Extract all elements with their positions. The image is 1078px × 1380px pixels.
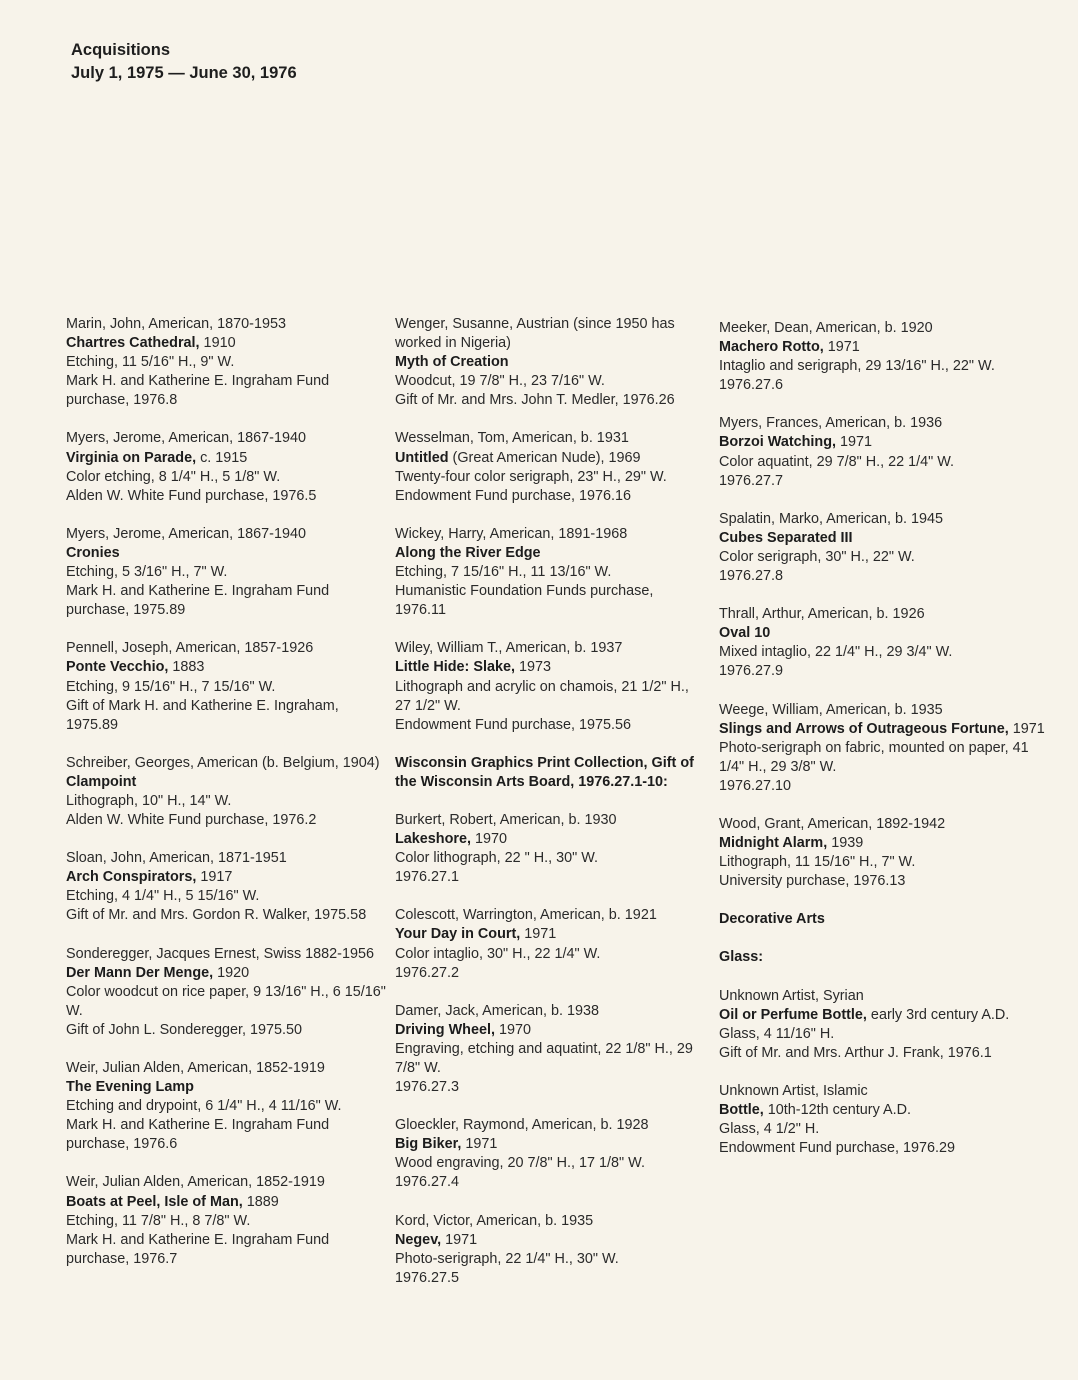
entry-detail: Color serigraph, 30" H., 22" W.	[719, 548, 915, 565]
catalog-entry	[395, 1212, 705, 1288]
entry-artist: Thrall, Arthur, American, b. 1926	[719, 606, 925, 623]
entry-date: 1889	[242, 1193, 279, 1210]
entry-detail: 1976.27.4	[395, 1174, 460, 1191]
entry-detail: Alden W. White Fund purchase, 1976.2	[66, 812, 317, 829]
entry-title: Cubes Separated III	[719, 529, 853, 546]
entry-title: Driving Wheel,	[395, 1021, 495, 1038]
entry-artist: Wiley, William T., American, b. 1937	[395, 640, 623, 657]
catalog-entry	[66, 525, 386, 620]
entry-title-line	[395, 449, 705, 468]
catalog-entry	[66, 1173, 386, 1268]
entry-detail: Humanistic Foundation Funds purchase, 1976.11	[395, 583, 654, 619]
entry-title-line	[719, 1101, 1049, 1120]
entry-detail: 1976.27.5	[395, 1269, 460, 1286]
entry-artist: Wesselman, Tom, American, b. 1931	[395, 430, 629, 447]
entry-title-line	[719, 338, 1049, 357]
entry-artist: Sloan, John, American, 1871-1951	[66, 850, 287, 867]
entry-detail: Etching, 11 5/16" H., 9" W.	[66, 354, 235, 371]
entry-detail: Alden W. White Fund purchase, 1976.5	[66, 487, 317, 504]
catalog-entry	[719, 815, 1049, 891]
entry-title: Midnight Alarm,	[719, 835, 828, 852]
entry-title-line	[395, 658, 705, 677]
entry-detail: Mark H. and Katherine E. Ingraham Fund purchase, 1976.7	[66, 1231, 330, 1267]
entry-date: 1971	[835, 434, 872, 451]
entry-title-line	[66, 334, 386, 353]
catalog-entry	[719, 701, 1049, 796]
entry-artist: Myers, Jerome, American, 1867-1940	[66, 430, 306, 447]
page-title: Acquisitions	[71, 41, 171, 59]
entry-artist: Spalatin, Marko, American, b. 1945	[719, 510, 943, 527]
entry-artist: Myers, Frances, American, b. 1936	[719, 415, 943, 432]
catalog-entry	[66, 945, 386, 1040]
catalog-entry	[395, 639, 705, 734]
entry-date: 1971	[1008, 720, 1045, 737]
entry-title-line	[66, 449, 386, 468]
entry-artist: Burkert, Robert, American, b. 1930	[395, 811, 617, 828]
entry-detail: University purchase, 1976.13	[719, 873, 906, 890]
entry-detail: Lithograph, 10" H., 14" W.	[66, 792, 232, 809]
entry-artist: Pennell, Joseph, American, 1857-1926	[66, 640, 314, 657]
entry-title-line	[66, 1078, 386, 1097]
entry-detail: Woodcut, 19 7/8" H., 23 7/16" W.	[395, 373, 605, 390]
entry-title: Arch Conspirators,	[66, 869, 197, 886]
entry-detail: Glass, 4 1/2" H.	[719, 1121, 820, 1138]
entry-artist: Myers, Jerome, American, 1867-1940	[66, 525, 306, 542]
entry-date: 1970	[471, 831, 508, 848]
catalog-entry	[66, 1059, 386, 1154]
catalog-entry	[719, 987, 1049, 1063]
catalog-entry	[719, 319, 1049, 395]
entry-artist: Marin, John, American, 1870-1953	[66, 316, 286, 332]
entry-title: Myth of Creation	[395, 354, 509, 371]
entry-detail: Lithograph, 11 15/16" H., 7" W.	[719, 854, 916, 871]
entry-detail: Etching and drypoint, 6 1/4" H., 4 11/16" W.	[66, 1098, 342, 1115]
entry-artist: Weir, Julian Alden, American, 1852-1919	[66, 1174, 325, 1191]
entry-title: Oil or Perfume Bottle,	[719, 1006, 867, 1023]
entry-title-line	[719, 834, 1049, 853]
entry-date: 1971	[441, 1231, 478, 1248]
entry-detail: Mark H. and Katherine E. Ingraham Fund purchase, 1976.6	[66, 1117, 330, 1153]
entry-artist: Wenger, Susanne, Austrian (since 1950 has worked in Nigeria)	[395, 316, 675, 352]
entry-date: 1971	[823, 339, 860, 356]
entry-date: 1939	[827, 835, 864, 852]
catalog-entry	[395, 1116, 705, 1192]
entry-detail: Etching, 11 7/8" H., 8 7/8" W.	[66, 1212, 251, 1229]
entry-title: Your Day in Court,	[395, 926, 521, 943]
entries	[395, 811, 705, 1288]
entry-detail: 1976.27.8	[719, 568, 784, 585]
entry-detail: 1976.27.3	[395, 1079, 460, 1096]
entry-date: (Great American Nude), 1969	[448, 449, 641, 466]
entry-artist: Weir, Julian Alden, American, 1852-1919	[66, 1060, 325, 1076]
catalog-entry	[66, 754, 386, 830]
entry-title-line	[395, 353, 705, 372]
catalog-entry	[719, 414, 1049, 490]
entry-detail: 1976.27.1	[395, 869, 460, 886]
entry-title-line	[395, 1231, 705, 1250]
entry-date: c. 1915	[196, 449, 248, 466]
entry-detail: 1976.27.7	[719, 472, 784, 489]
entry-title: Clampoint	[66, 773, 137, 790]
catalog-entry	[719, 510, 1049, 586]
entry-title: Along the River Edge	[395, 544, 541, 561]
entry-date: 1970	[494, 1021, 531, 1038]
entry-detail: Gift of Mr. and Mrs. John T. Medler, 1976.26	[395, 392, 675, 409]
catalog-entry	[66, 849, 386, 925]
entry-date: 1910	[199, 335, 236, 352]
entry-artist: Sonderegger, Jacques Ernest, Swiss 1882-1956	[66, 945, 374, 962]
entry-title-line	[66, 868, 386, 887]
entry-title-line	[395, 830, 705, 849]
entry-title-line	[66, 544, 386, 563]
entry-detail: Photo-serigraph, 22 1/4" H., 30" W.	[395, 1250, 619, 1267]
entry-artist: Colescott, Warrington, American, b. 1921	[395, 907, 657, 924]
entry-detail: Color lithograph, 22 " H., 30" W.	[395, 850, 598, 867]
entry-detail: Color intaglio, 30" H., 22 1/4" W.	[395, 945, 601, 962]
entry-detail: Lithograph and acrylic on chamois, 21 1/2" H., 27 1/2" W.	[395, 678, 689, 714]
entry-detail: Endowment Fund purchase, 1976.29	[719, 1140, 956, 1157]
entry-detail: Twenty-four color serigraph, 23" H., 29" W.	[395, 468, 667, 485]
entry-title-line	[66, 964, 386, 983]
entry-title-line	[66, 1193, 386, 1212]
entry-title: Borzoi Watching,	[719, 434, 836, 451]
entry-title: Untitled	[395, 449, 449, 466]
entry-artist: Wickey, Harry, American, 1891-1968	[395, 525, 628, 542]
entry-artist: Unknown Artist, Syrian	[719, 987, 864, 1004]
entry-title-line	[66, 658, 386, 677]
entry-detail: 1976.27.6	[719, 377, 784, 394]
entry-detail: Wood engraving, 20 7/8" H., 17 1/8" W.	[395, 1155, 645, 1172]
entry-detail: Mark H. and Katherine E. Ingraham Fund purchase, 1976.8	[66, 373, 330, 409]
page-date-range: July 1, 1975 — June 30, 1976	[71, 63, 297, 82]
catalog-entry	[395, 315, 705, 410]
entry-detail: Etching, 7 15/16" H., 11 13/16" W.	[395, 564, 612, 581]
entries	[719, 987, 1049, 1159]
entry-detail: Gift of Mr. and Mrs. Gordon R. Walker, 1975.58	[66, 907, 367, 924]
entry-detail: Etching, 4 1/4" H., 5 15/16" W.	[66, 888, 260, 905]
entry-detail: Intaglio and serigraph, 29 13/16" H., 22" W.	[719, 358, 995, 375]
catalog-entry	[719, 605, 1049, 681]
entry-title: Bottle,	[719, 1102, 764, 1118]
entry-title: Boats at Peel, Isle of Man,	[66, 1193, 243, 1210]
entry-artist: Meeker, Dean, American, b. 1920	[719, 320, 933, 336]
catalog-entry	[719, 1082, 1049, 1158]
entry-detail: Color etching, 8 1/4" H., 5 1/8" W.	[66, 468, 281, 485]
entry-detail: Endowment Fund purchase, 1975.56	[395, 716, 632, 733]
catalog-entry	[395, 1002, 705, 1097]
entry-date: early 3rd century A.D.	[866, 1006, 1010, 1023]
entry-title: Machero Rotto,	[719, 339, 824, 356]
entry-title-line	[719, 1006, 1049, 1025]
entry-title: Chartres Cathedral,	[66, 335, 200, 352]
entry-detail: Etching, 9 15/16" H., 7 15/16" W.	[66, 678, 276, 695]
entry-date: 10th-12th century A.D.	[763, 1102, 911, 1118]
entry-artist: Schreiber, Georges, American (b. Belgium, 1904)	[66, 754, 380, 771]
catalog-entry	[395, 906, 705, 982]
entry-title: The Evening Lamp	[66, 1079, 194, 1096]
entry-detail: Photo-serigraph on fabric, mounted on paper, 41 1/4" H., 29 3/8" W.	[719, 739, 1029, 775]
entry-artist: Gloeckler, Raymond, American, b. 1928	[395, 1117, 649, 1134]
entries	[66, 315, 386, 1269]
column-3	[719, 319, 1049, 1177]
entry-detail: 1976.27.9	[719, 663, 784, 680]
entry-title: Virginia on Parade,	[66, 449, 197, 466]
entry-artist: Damer, Jack, American, b. 1938	[395, 1002, 599, 1019]
entry-title: Oval 10	[719, 625, 771, 642]
catalog-entry	[66, 639, 386, 734]
section-heading-wisconsin: Wisconsin Graphics Print Collection, Gift of the Wisconsin Arts Board, 1976.27.1-10:	[395, 754, 694, 790]
page-header	[71, 39, 297, 84]
entry-artist: Wood, Grant, American, 1892-1942	[719, 815, 946, 832]
entry-title-line	[719, 720, 1049, 739]
entry-title: Big Biker,	[395, 1136, 462, 1153]
entry-detail: Mixed intaglio, 22 1/4" H., 29 3/4" W.	[719, 644, 953, 661]
entry-date: 1883	[168, 659, 205, 676]
entry-title-line	[719, 529, 1049, 548]
entry-date: 1973	[514, 659, 551, 676]
entry-detail: Color woodcut on rice paper, 9 13/16" H., 6 15/16" W.	[66, 983, 386, 1019]
entry-title: Little Hide: Slake,	[395, 659, 515, 676]
catalog-entry	[395, 525, 705, 620]
entry-title: Negev,	[395, 1231, 442, 1248]
catalog-entry	[66, 429, 386, 505]
section-heading-glass: Glass:	[719, 949, 763, 966]
entry-detail: Gift of Mark H. and Katherine E. Ingraham, 1975.89	[66, 697, 339, 733]
entry-detail: 1976.27.10	[719, 777, 792, 794]
entry-title-line	[395, 544, 705, 563]
entry-title: Cronies	[66, 544, 120, 561]
entry-detail: 1976.27.2	[395, 964, 460, 981]
entry-title: Lakeshore,	[395, 831, 471, 848]
entry-artist: Kord, Victor, American, b. 1935	[395, 1212, 594, 1229]
entry-title: Der Mann Der Menge,	[66, 964, 214, 981]
entry-detail: Etching, 5 3/16" H., 7" W.	[66, 564, 228, 581]
entry-title-line	[395, 925, 705, 944]
entry-detail: Gift of John L. Sonderegger, 1975.50	[66, 1021, 303, 1038]
catalog-entry	[66, 315, 386, 410]
entry-title: Ponte Vecchio,	[66, 659, 169, 676]
entry-date: 1917	[196, 869, 233, 886]
entry-title-line	[719, 624, 1049, 643]
entry-detail: Engraving, etching and aquatint, 22 1/8" H., 29 7/8" W.	[395, 1040, 693, 1076]
catalog-entry	[395, 811, 705, 887]
catalog-entry	[395, 429, 705, 505]
entry-title-line	[395, 1135, 705, 1154]
entry-title-line	[719, 433, 1049, 452]
entry-detail: Glass, 4 11/16" H.	[719, 1025, 835, 1042]
entries	[395, 315, 705, 735]
entries	[719, 319, 1049, 891]
entry-title-line	[395, 1021, 705, 1040]
column-1	[66, 315, 386, 1288]
entry-date: 1920	[213, 964, 250, 981]
entry-title: Slings and Arrows of Outrageous Fortune,	[719, 720, 1009, 737]
entry-date: 1971	[520, 926, 557, 943]
entry-detail: Mark H. and Katherine E. Ingraham Fund purchase, 1975.89	[66, 583, 330, 619]
section-heading-decorative-arts: Decorative Arts	[719, 911, 825, 928]
entry-artist: Weege, William, American, b. 1935	[719, 701, 943, 718]
column-2	[395, 315, 705, 1307]
entry-artist: Unknown Artist, Islamic	[719, 1082, 868, 1099]
entry-title-line	[66, 773, 386, 792]
entry-date: 1971	[461, 1136, 498, 1153]
entry-detail: Color aquatint, 29 7/8" H., 22 1/4" W.	[719, 453, 954, 470]
entry-detail: Gift of Mr. and Mrs. Arthur J. Frank, 1976.1	[719, 1044, 992, 1061]
entry-detail: Endowment Fund purchase, 1976.16	[395, 487, 632, 504]
